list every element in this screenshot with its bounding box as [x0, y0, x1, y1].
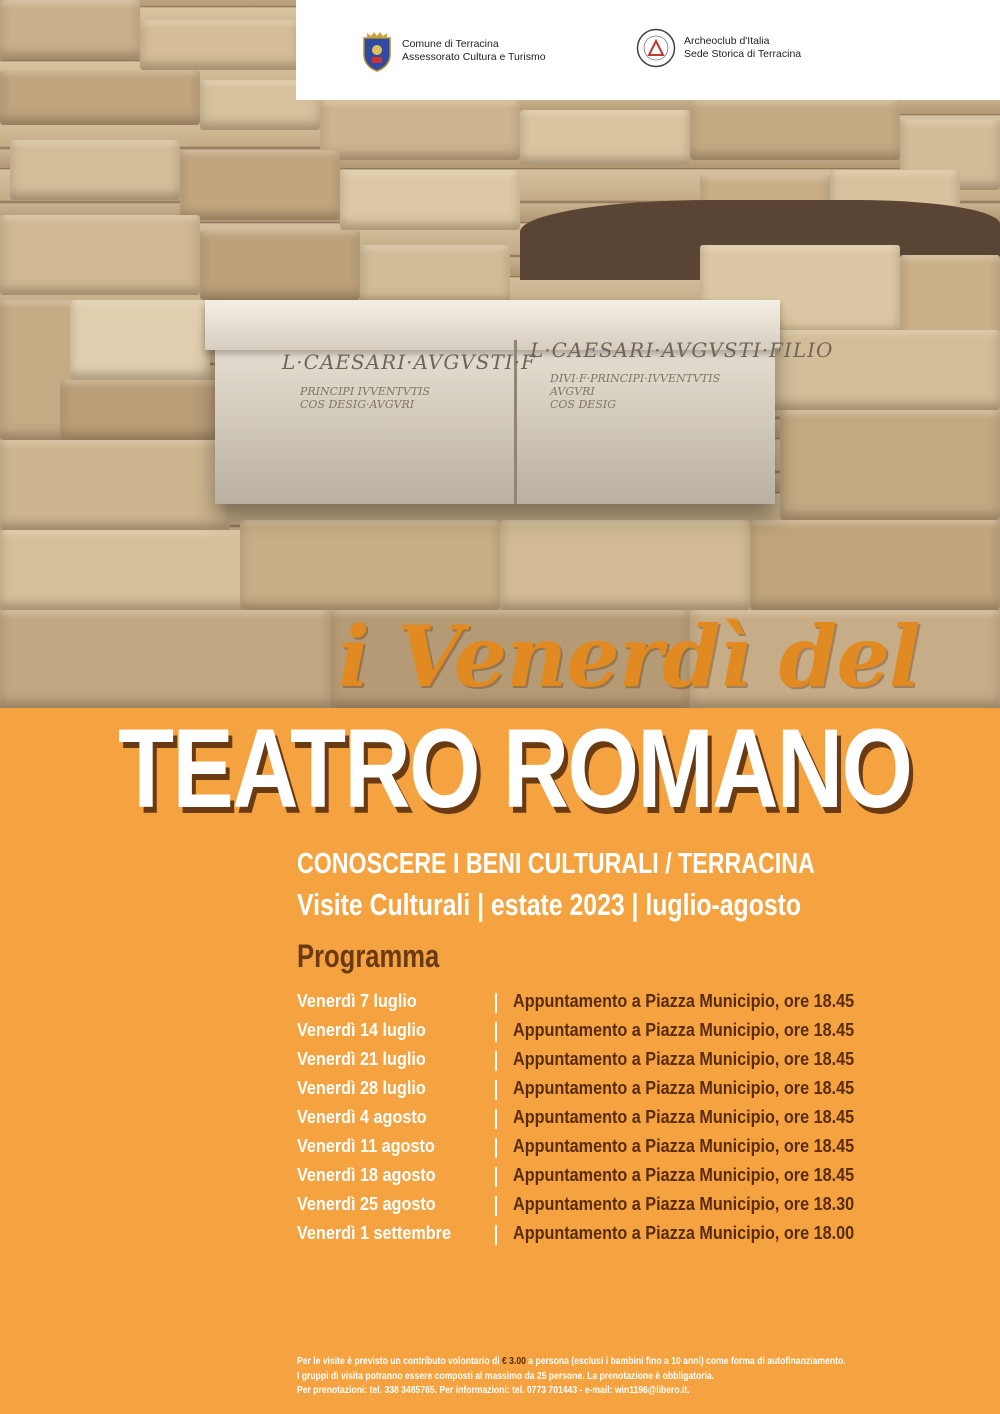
divider	[495, 1109, 497, 1129]
archeoclub-name: Archeoclub d'Italia	[684, 35, 770, 47]
stone-block	[690, 100, 900, 160]
stone-block	[10, 140, 180, 200]
divider	[495, 1196, 497, 1216]
stone-block	[0, 530, 250, 610]
divider	[495, 1022, 497, 1042]
program-row	[297, 1194, 957, 1223]
divider	[495, 1167, 497, 1187]
inscription-small-left: PRINCIPI IVVENTVTIS COS DESIG·AVGVRI	[300, 385, 431, 411]
divider	[495, 1138, 497, 1158]
stone-block	[320, 100, 520, 160]
program-info: Appuntamento a Piazza Municipio, ore 18.45	[513, 1165, 855, 1185]
subtitle-heading: CONOSCERE I BENI CULTURALI / TERRACINA	[297, 848, 815, 880]
stone-block	[0, 440, 230, 530]
footer-line-groups: I gruppi di visita potranno essere composti al massimo da 25 persone. La prenotazione è obbligatoria.	[297, 1370, 715, 1382]
program-info: Appuntamento a Piazza Municipio, ore 18.45	[513, 1020, 855, 1040]
program-info: Appuntamento a Piazza Municipio, ore 18.45	[513, 1049, 855, 1069]
stone-block	[360, 245, 510, 305]
program-heading: Programma	[297, 938, 440, 974]
stone-block	[520, 110, 690, 165]
inscription-small-right: DIVI·F·PRINCIPI·IVVENTVTIS AVGVRI COS DESIG	[550, 372, 721, 411]
program-row	[297, 1078, 957, 1107]
program-info: Appuntamento a Piazza Municipio, ore 18.30	[513, 1194, 855, 1214]
program-row	[297, 1223, 957, 1252]
archeoclub-branch: Sede Storica di Terracina	[684, 48, 802, 60]
header-logos	[296, 0, 1000, 100]
comune-department: Assessorato Cultura e Turismo	[402, 51, 546, 63]
program-date: Venerdì 7 luglio	[297, 991, 417, 1011]
footer-text: a persona (esclusi i bambini fino a 10 anni) come forma di autofinanziamento.	[525, 1356, 846, 1367]
stone-block	[240, 520, 500, 610]
stone-block	[0, 215, 200, 295]
title-script: i Venerdì del	[338, 607, 920, 706]
program-row	[297, 1107, 957, 1136]
divider	[495, 1080, 497, 1100]
stone-block	[200, 230, 360, 300]
program-row	[297, 1136, 957, 1165]
stone-block	[340, 170, 520, 230]
stone-block	[750, 520, 1000, 610]
program-date: Venerdì 25 agosto	[297, 1194, 436, 1214]
program-row	[297, 1165, 957, 1194]
stone-block	[780, 410, 1000, 520]
stone-block	[180, 150, 340, 220]
title-main: TEATRO ROMANO	[118, 706, 912, 831]
comune-logo-block	[360, 30, 546, 72]
archeoclub-logo-block	[636, 28, 801, 68]
program-row	[297, 1020, 957, 1049]
program-date: Venerdì 14 luglio	[297, 1020, 426, 1040]
price: € 3.00	[502, 1356, 526, 1367]
stone-block	[140, 20, 300, 70]
program-info: Appuntamento a Piazza Municipio, ore 18.45	[513, 1078, 855, 1098]
program-info: Appuntamento a Piazza Municipio, ore 18.45	[513, 1136, 855, 1156]
program-list	[297, 991, 957, 1252]
program-info: Appuntamento a Piazza Municipio, ore 18.00	[513, 1223, 855, 1243]
coat-of-arms-icon	[360, 30, 394, 72]
program-date: Venerdì 18 agosto	[297, 1165, 436, 1185]
inscription-left: L·CAESARI·AVGVSTI·F	[282, 350, 536, 374]
stone-block	[0, 70, 200, 125]
subtitle-dates: Visite Culturali | estate 2023 | luglio-agosto	[297, 887, 802, 922]
divider	[495, 1225, 497, 1245]
program-date: Venerdì 4 agosto	[297, 1107, 427, 1127]
stone-block	[500, 520, 750, 610]
comune-name: Comune di Terracina	[402, 38, 499, 50]
program-date: Venerdì 11 agosto	[297, 1136, 435, 1156]
footer-line-contribution	[297, 1355, 882, 1370]
program-row	[297, 1049, 957, 1078]
footer-text: Per le visite è previsto un contributo volontario di	[297, 1356, 503, 1367]
program-date: Venerdì 21 luglio	[297, 1049, 426, 1069]
stone-block	[70, 300, 210, 380]
stone-block	[0, 610, 330, 708]
program-date: Venerdì 1 settembre	[297, 1223, 451, 1243]
archeoclub-seal-icon	[636, 28, 676, 68]
inscription-right: L·CAESARI·AVGVSTI·FILIO	[530, 338, 834, 362]
program-info: Appuntamento a Piazza Municipio, ore 18.45	[513, 991, 855, 1011]
program-info: Appuntamento a Piazza Municipio, ore 18.45	[513, 1107, 855, 1127]
divider	[495, 993, 497, 1013]
program-date: Venerdì 28 luglio	[297, 1078, 426, 1098]
stone-block	[0, 0, 140, 60]
stone-block	[60, 380, 220, 440]
footer-notes	[297, 1355, 977, 1399]
program-row	[297, 991, 957, 1020]
divider	[495, 1051, 497, 1071]
footer-line-contacts: Per prenotazioni: tel. 338 3485765. Per informazioni: tel. 0773 701443 - e-mail: win1196@libero.it.	[297, 1385, 690, 1396]
